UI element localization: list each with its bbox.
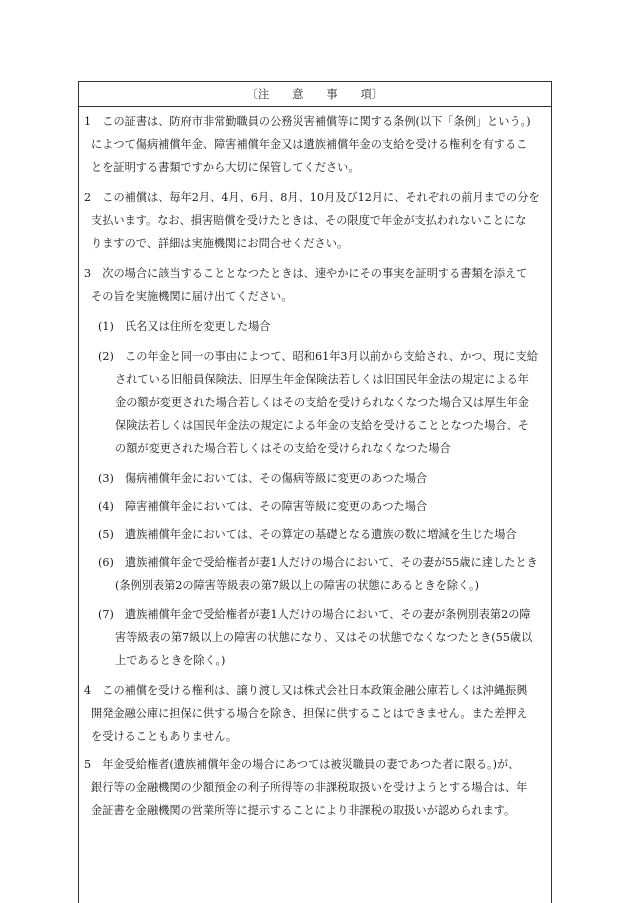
item-1-line-3: とを証明する書類ですから大切に保管してください。 bbox=[91, 161, 360, 174]
item-3-sub-7-line-2: 害等級表の第7級以上の障害の状態になり、又はその状態でなくなつたとき(55歳以 bbox=[115, 631, 533, 644]
item-1-line-2: によつて傷病補償年金、障害補償年金又は遺族補償年金の支給を受ける権利を有するこ bbox=[91, 138, 528, 151]
item-3-sub-2-line-3: 金の額が変更された場合若しくはその支給を受けられなくなつた場合又は厚生年金 bbox=[115, 396, 529, 409]
item-5-line-3: 金証書を金融機関の営業所等に提示することにより非課税の取扱いが認められます。 bbox=[91, 804, 516, 817]
item-3-sub-6-line-1: (6) 遺族補償年金で受給権者が妻1人だけの場合において、その妻が55歳に達したとき bbox=[98, 556, 538, 569]
item-3-sub-6-line-2: (条例別表第2の障害等級表の第7級以上の障害の状態にあるときを除く。) bbox=[115, 579, 479, 592]
item-2-line-2: 支払います。なお、損害賠償を受けたときは、その限度で年金が支払われないことにな bbox=[91, 214, 527, 227]
item-3-sub-3-line-1: (3) 傷病補償年金においては、その傷病等級に変更のあつた場合 bbox=[98, 472, 428, 485]
item-2-line-3: りますので、詳細は実施機関にお問合せください。 bbox=[91, 237, 349, 250]
item-3-line-1: 3 次の場合に該当することとなつたときは、速やかにその事実を証明する書類を添えて bbox=[84, 267, 528, 280]
item-3-sub-7-line-3: 上であるときを除く。) bbox=[115, 654, 226, 667]
item-4-line-2: 開発金融公庫に担保に供する場合を除き、担保に供することはできません。また差押え bbox=[91, 707, 528, 720]
item-3-sub-4-line-1: (4) 障害補償年金においては、その障害等級に変更のあつた場合 bbox=[98, 500, 428, 513]
item-3-sub-5-line-1: (5) 遺族補償年金においては、その算定の基礎となる遺族の数に増減を生じた場合 bbox=[98, 528, 517, 541]
item-5-line-1: 5 年金受給権者(遺族補償年金の場合にあつては被災職員の妻であつた者に限る。)が、 bbox=[84, 758, 520, 771]
item-3-sub-2-line-4: 保険法若しくは国民年金法の規定による年金の支給を受けることとなつた場合、そ bbox=[115, 419, 529, 432]
item-4-line-1: 4 この補償を受ける権利は、譲り渡し又は株式会社日本政策金融公庫若しくは沖縄振興 bbox=[84, 684, 528, 697]
item-3-sub-7-line-1: (7) 遺族補償年金で受給権者が妻1人だけの場合において、その妻が条例別表第2の障 bbox=[98, 608, 531, 621]
item-3-sub-2-line-2: されている旧船員保険法、旧厚生年金保険法若しくは旧国民年金法の規定による年 bbox=[115, 373, 529, 386]
item-3-sub-2-line-1: (2) この年金と同一の事由によつて、昭和61年3月以前から支給され、かつ、現に支給 bbox=[98, 350, 538, 363]
notice-title: 〔注 意 事 項〕 bbox=[79, 82, 551, 107]
item-1-line-1: 1 この証書は、防府市非常勤職員の公務災害補償等に関する条例(以下「条例」という。) bbox=[84, 115, 531, 128]
item-2-line-1: 2 この補償は、毎年2月、4月、6月、8月、10月及び12月に、それぞれの前月までの分を bbox=[84, 191, 540, 204]
item-5-line-2: 銀行等の金融機関の少額預金の利子所得等の非課税取扱いを受けようとする場合は、年 bbox=[91, 781, 528, 794]
item-4-line-3: を受けることもありません。 bbox=[91, 730, 238, 743]
item-3-sub-1-line-1: (1) 氏名又は住所を変更した場合 bbox=[98, 320, 271, 333]
item-3-sub-2-line-5: の額が変更された場合若しくはその支給を受けられなくなつた場合 bbox=[115, 442, 451, 455]
item-3-line-2: その旨を実施機関に届け出てください。 bbox=[91, 290, 293, 303]
